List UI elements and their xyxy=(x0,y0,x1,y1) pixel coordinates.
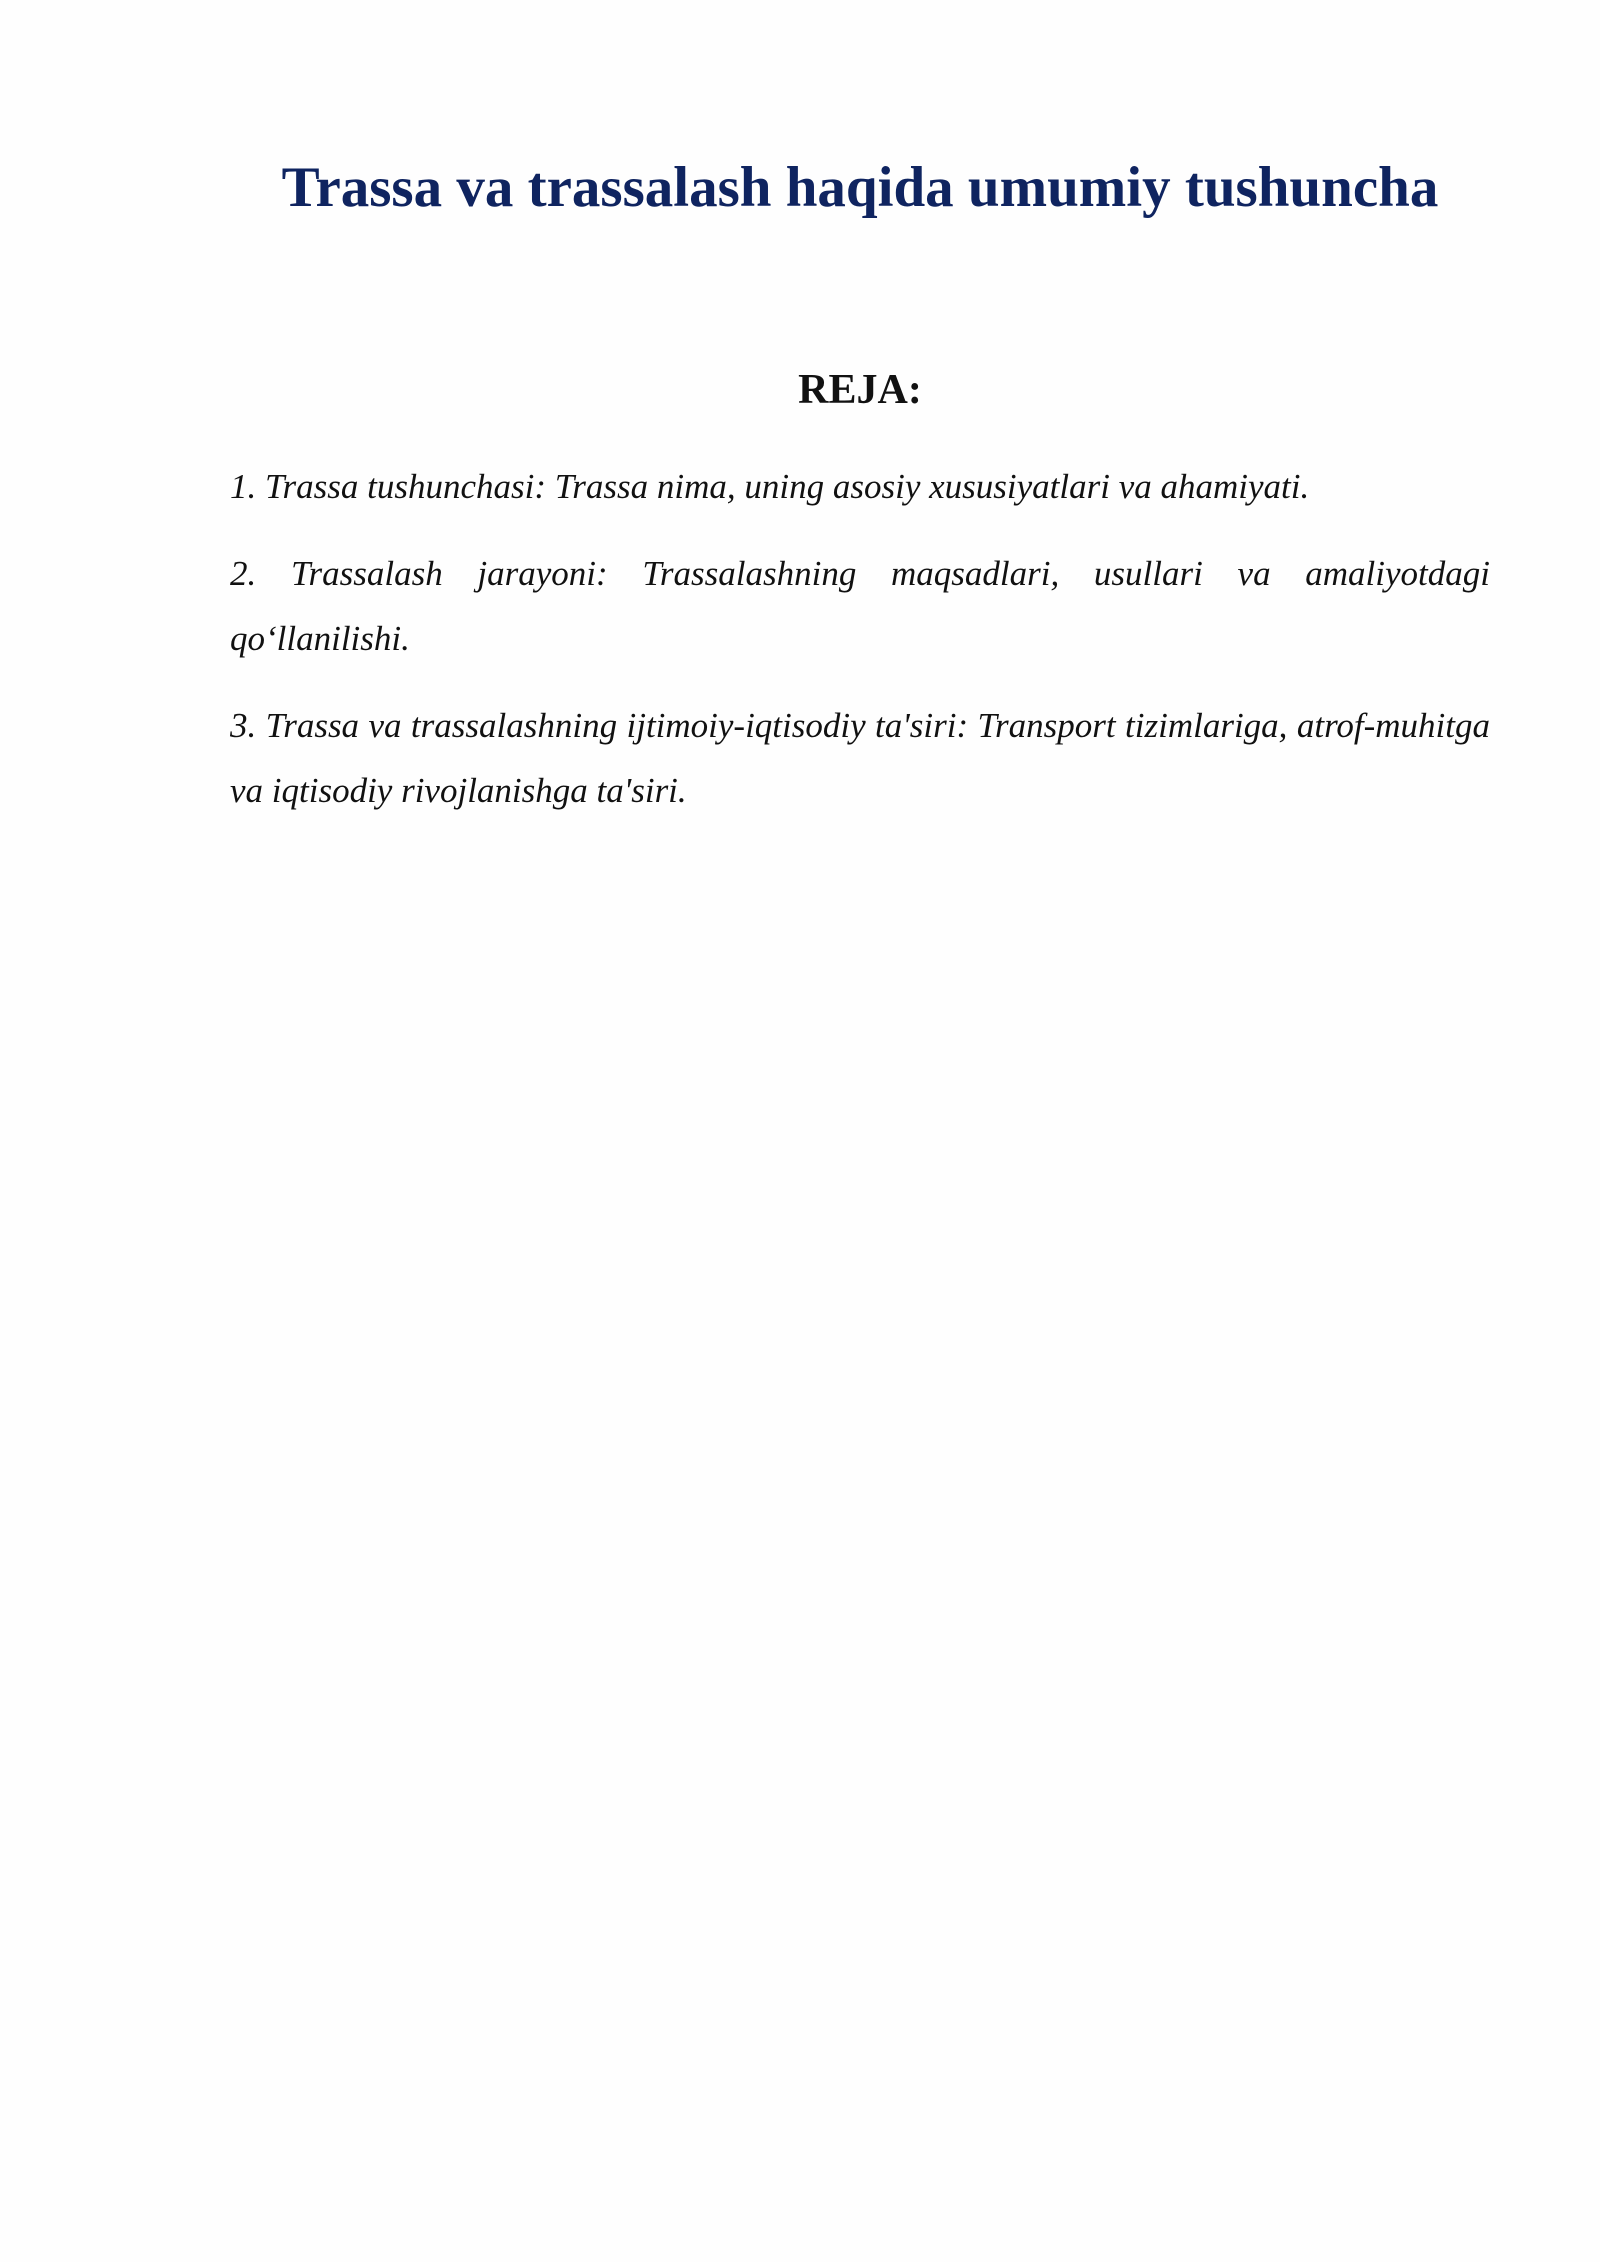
plan-heading: REJA: xyxy=(798,367,922,413)
plan-item-2: 2. Trassalash jarayoni: Trassalashning maqsadlari, usullari va amaliyotdagi qo‘llanilishi. xyxy=(230,554,1490,658)
document-title: Trassa va trassalash haqida umumiy tushuncha xyxy=(281,156,1439,219)
plan-item-3: 3. Trassa va trassalashning ijtimoiy-iqtisodiy ta'siri: Transport tizimlariga, atrof-muhitga va iqtisodiy rivojlanishga ta'siri. xyxy=(230,706,1490,810)
plan-item-1: 1. Trassa tushunchasi: Trassa nima, uning asosiy xususiyatlari va ahamiyati. xyxy=(230,467,1310,506)
plan-list xyxy=(230,454,1490,845)
